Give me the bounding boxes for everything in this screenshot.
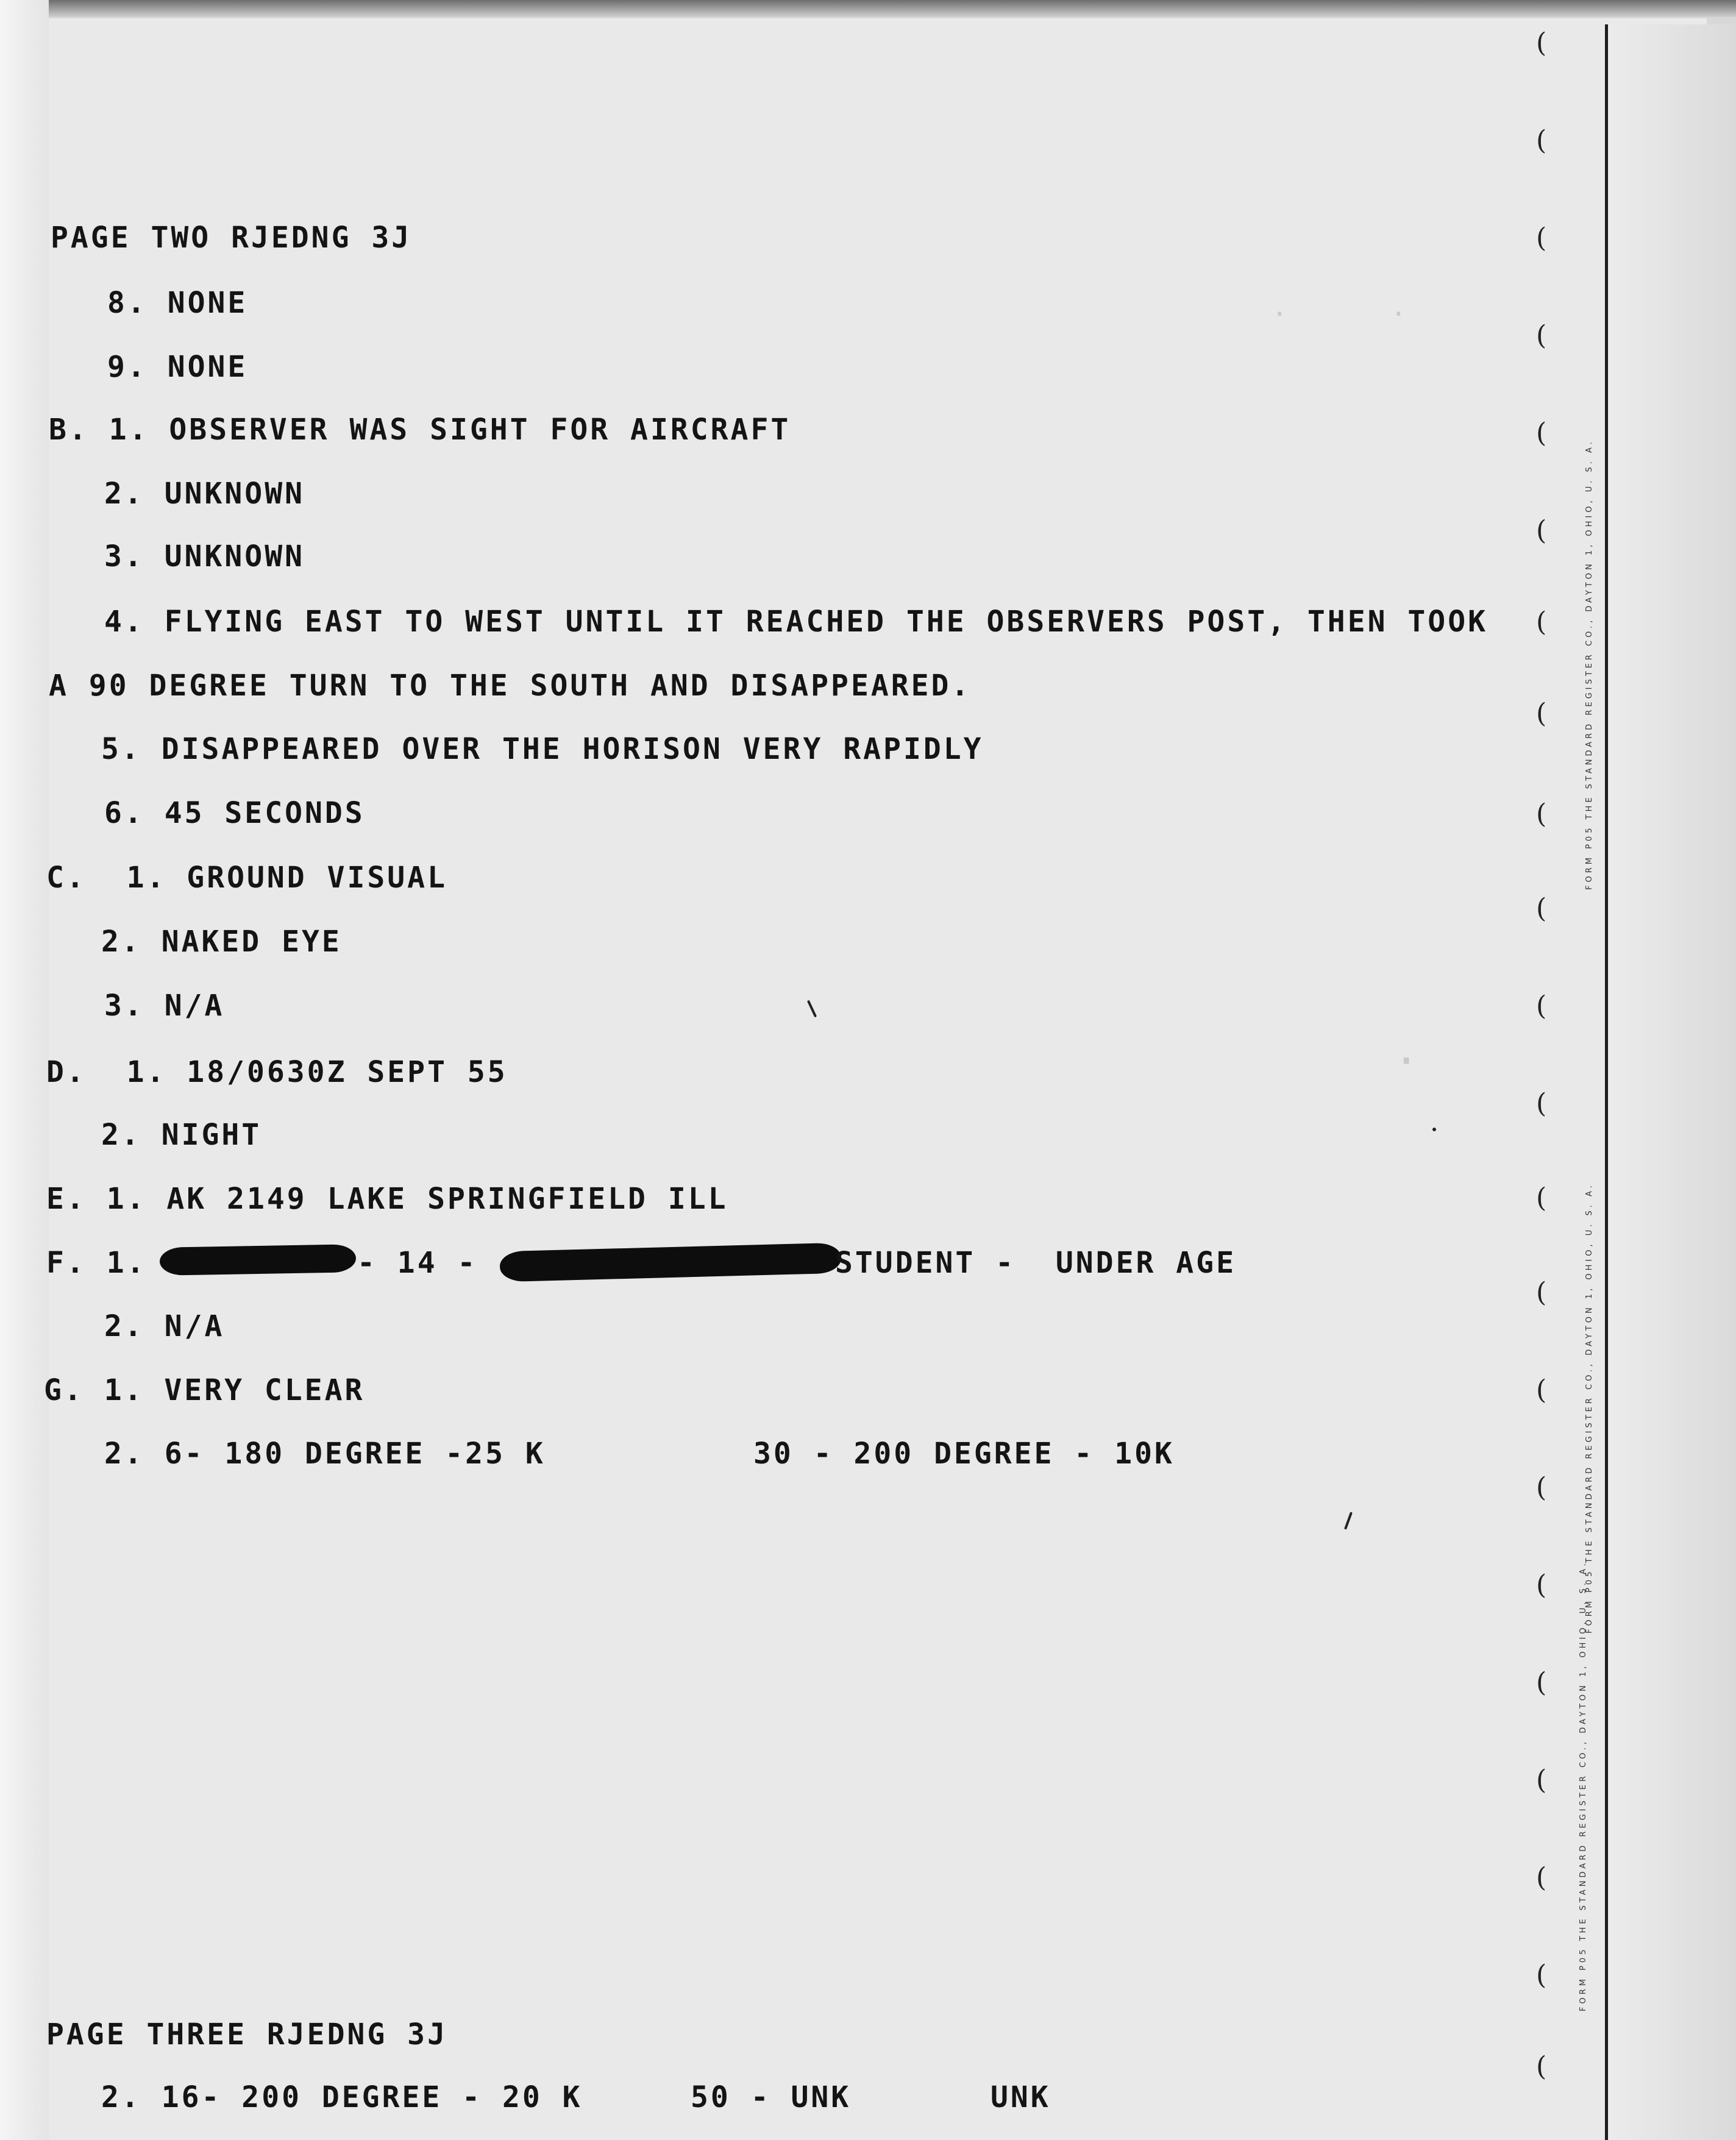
feed-hole: ( — [1536, 1569, 1547, 1601]
redaction-mark — [160, 1244, 357, 1276]
feed-hole: ( — [1536, 1088, 1547, 1119]
feed-hole: ( — [1536, 222, 1547, 254]
feed-hole: ( — [1536, 320, 1547, 351]
section-e-line: E. 1. AK 2149 LAKE SPRINGFIELD ILL — [46, 1182, 728, 1216]
feed-hole: ( — [1536, 2051, 1547, 2082]
item-line: 2. 6- 180 DEGREE -25 K — [104, 1437, 546, 1471]
feed-hole: ( — [1536, 1277, 1547, 1308]
feed-hole: ( — [1536, 1960, 1547, 1991]
paper-left-edge — [0, 0, 49, 2140]
ink-speck — [1432, 1128, 1436, 1131]
section-b-line: B. 1. OBSERVER WAS SIGHT FOR AIRCRAFT — [49, 413, 791, 447]
item-line: 4. FLYING EAST TO WEST UNTIL IT REACHED THE OBSERVERS POST, THEN TOOK — [104, 605, 1488, 639]
section-g-line: G. 1. VERY CLEAR — [44, 1373, 365, 1407]
section-c-line: C. 1. GROUND VISUAL — [46, 861, 447, 895]
paper-top-edge — [0, 0, 1736, 17]
form-margin-label: FORM P05 THE STANDARD REGISTER CO., DAYTON 1, OHIO, U. S. A. — [1585, 439, 1594, 890]
feed-hole: ( — [1536, 606, 1547, 638]
item-line: 2. NAKED EYE — [101, 925, 342, 959]
feed-hole: ( — [1536, 893, 1547, 924]
form-margin-label: FORM P05 THE STANDARD REGISTER CO., DAYTON 1, OHIO, U. S. A. — [1579, 1560, 1588, 2011]
show-through-text: · · — [1268, 299, 1407, 330]
feed-hole: ( — [1536, 1862, 1547, 1893]
margin-rule — [1605, 24, 1608, 2140]
item-line: 3. UNKNOWN — [104, 539, 305, 574]
feed-hole: ( — [1536, 125, 1547, 156]
show-through-text: · — [1390, 1036, 1420, 1086]
feed-hole: ( — [1536, 798, 1547, 830]
item-line: 2. 16- 200 DEGREE - 20 K — [101, 2080, 583, 2114]
item-line: 2. UNKNOWN — [104, 477, 305, 511]
feed-holes — [1536, 0, 1560, 2140]
item-line: UNK — [991, 2080, 1051, 2114]
item-line: 2. N/A — [104, 1309, 225, 1343]
item-line: 2. NIGHT — [101, 1118, 262, 1152]
item-line: 50 - UNK — [691, 2080, 852, 2114]
feed-hole: ( — [1536, 1472, 1547, 1503]
feed-hole: ( — [1536, 515, 1547, 546]
feed-hole: ( — [1536, 698, 1547, 729]
item-line: 5. DISAPPEARED OVER THE HORISON VERY RAPIDLY — [101, 732, 984, 766]
feed-hole: ( — [1536, 1182, 1547, 1214]
form-margin-label: FORM P05 THE STANDARD REGISTER CO., DAYTON 1, OHIO, U. S. A. — [1585, 1182, 1594, 1633]
item-line: - 14 - — [357, 1246, 478, 1280]
section-d-line: D. 1. 18/0630Z SEPT 55 — [46, 1055, 508, 1089]
form-margin-strip — [1608, 24, 1736, 2140]
feed-hole: ( — [1536, 1667, 1547, 1698]
item-line: 6. 45 SECONDS — [104, 796, 365, 830]
item-line: 8. NONE — [107, 286, 248, 320]
item-line: A 90 DEGREE TURN TO THE SOUTH AND DISAPPEARED. — [49, 669, 972, 703]
item-line: 9. NONE — [107, 350, 248, 384]
item-line: 30 - 200 DEGREE - 10K — [753, 1437, 1175, 1471]
feed-hole: ( — [1536, 418, 1547, 449]
page-header: PAGE TWO RJEDNG 3J — [51, 221, 412, 255]
feed-hole: ( — [1536, 1765, 1547, 1796]
item-line: 3. N/A — [104, 989, 225, 1023]
section-f-label: F. 1. — [46, 1246, 147, 1280]
feed-hole: ( — [1536, 990, 1547, 1022]
page-header: PAGE THREE RJEDNG 3J — [46, 2017, 447, 2052]
feed-hole: ( — [1536, 27, 1547, 59]
item-line: STUDENT - UNDER AGE — [835, 1246, 1236, 1280]
feed-hole: ( — [1536, 1374, 1547, 1406]
